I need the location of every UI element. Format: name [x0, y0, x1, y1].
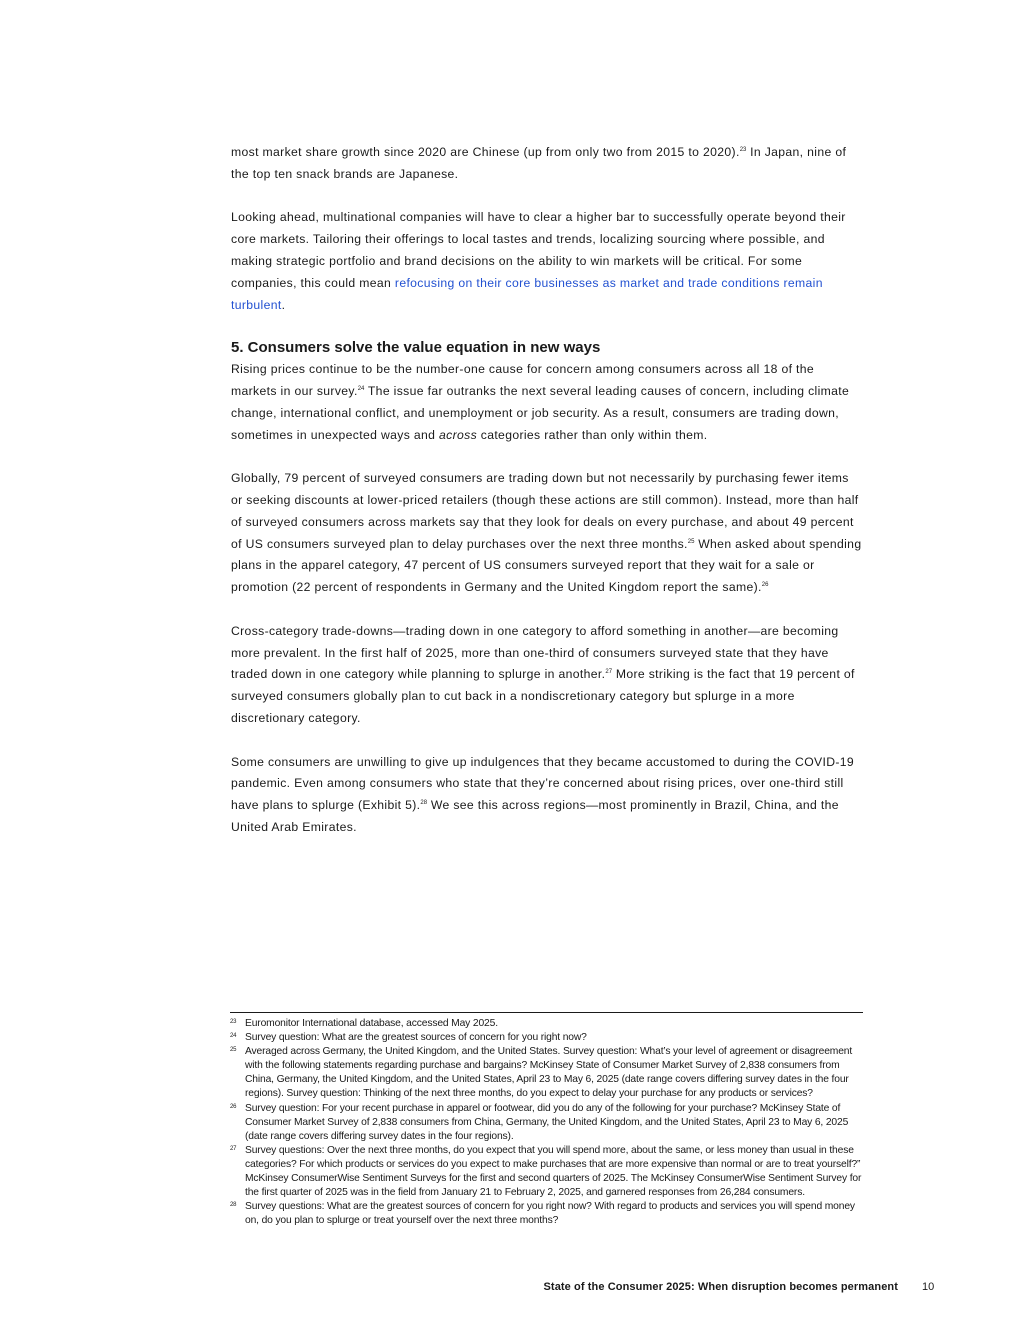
paragraph-3 [231, 359, 863, 446]
paragraph-text: . [281, 297, 286, 312]
paragraph-text: More striking is the fact that 19 percent of surveyed consumers globally plan to cut back in a nondiscretionary category but splurge in a more discretionary category. [231, 667, 855, 725]
footnote-item [230, 1144, 863, 1200]
footnote-text: Euromonitor International database, accessed May 2025. [245, 1018, 498, 1029]
footnote-ref-23[interactable]: 23 [739, 146, 747, 153]
main-text-column [231, 142, 863, 861]
footnote-text: Survey question: What are the greatest sources of concern for you right now? [245, 1032, 587, 1044]
paragraph-5 [231, 621, 863, 730]
paragraph-1 [231, 142, 863, 186]
section-heading: 5. Consumers solve the value equation in new ways [231, 339, 601, 357]
footnote-divider [230, 1012, 863, 1013]
footnote-ref-28[interactable]: 28 [420, 800, 428, 807]
page-footer [0, 1281, 1020, 1297]
footnote-number: 25 [230, 1047, 237, 1054]
paragraph-text: When asked about spending plans in the apparel category, 47 percent of US consumers surveyed report that they wait for a sale or promotion (22 percent of respondents in Germany and the United Kingdom report the same). [231, 536, 862, 595]
footnote-text: Survey question: For your recent purchase in apparel or footwear, did you do any of the following for your purchase? McKinsey State of Consumer Market Survey of 2,838 consumers from China, Germany, the United Kingdom, and the United States, April 23 to May 6, 2025 (date range covers differing survey dates in the four regions). [245, 1102, 849, 1142]
paragraph-text: In Japan, nine of the top ten snack brands are Japanese. [231, 145, 847, 181]
paragraph-text: Some consumers are unwilling to give up indulgences that they became accustomed to during the COVID-19 pandemic. Even among consumers who state that they’re concerned about rising prices, over one-third still have plans to splurge (Exhibit 5). [231, 754, 855, 813]
emphasis-text: across [439, 427, 478, 442]
footnote-ref-27[interactable]: 27 [605, 669, 613, 676]
footnote-number: 26 [230, 1103, 237, 1110]
footnote-item [230, 1200, 863, 1228]
paragraph-6 [231, 752, 863, 839]
footnote-number: 27 [230, 1145, 237, 1152]
footnote-ref-24[interactable]: 24 [357, 385, 365, 392]
refocusing-article-link[interactable]: refocusing on their core businesses as market and trade conditions remain turbulent [231, 275, 823, 312]
footnote-text: Survey questions: Over the next three months, do you expect that you will spend more, about the same, or less money than usual in these categories? For which products or services do you expect to make purchases that are more expensive than normal or are to treat yourself?” McKinsey ConsumerWise Sentiment Surveys for the first and second quarters of 2025. The McKinsey ConsumerWise Sentiment Survey for the first quarter of 2025 was in the field from January 21 to February 2, 2025, and garnered responses from 26,284 consumers. [245, 1144, 862, 1199]
paragraph-text: categories rather than only within them. [477, 427, 708, 442]
paragraph-4 [231, 468, 863, 599]
footnote-text: Averaged across Germany, the United Kingdom, and the United States. Survey question: What’s your level of agreement or disagreement with the following statements regarding purchase and bargains? McKinsey State of Consumer Market Survey of 2,838 consumers from China, Germany, the United Kingdom, and the United States, April 23 to May 6, 2025 (date range covers differing survey dates in the four regions). Survey question: Thinking of the next three months, do you expect to delay your purchase for any products or services? [245, 1046, 853, 1100]
paragraph-text: Cross-category trade-downs—trading down in one category to afford something in another—are becoming more prevalent. In the first half of 2025, more than one-third of consumers surveyed state that they have traded down in one category while planning to splurge in another. [231, 623, 839, 682]
footnote-number: 28 [230, 1202, 237, 1209]
paragraph-text: Looking ahead, multinational companies will have to clear a higher bar to successfully operate beyond their core markets. Tailoring their offerings to local tastes and trends, localizing sourcing where possible, and making strategic portfolio and brand decisions on the ability to win markets will be critical. For some companies, this could mean [231, 210, 846, 290]
paragraph-text: We see this across regions—most prominently in Brazil, China, and the United Arab Emirates. [231, 798, 839, 834]
paragraph-text: The issue far outranks the next several leading causes of concern, including climate change, international conflict, and unemployment or job security. As a result, consumers are trading down, sometimes in unexpected ways and [231, 383, 850, 442]
footnotes [230, 1017, 863, 1228]
footnote-item [230, 1031, 863, 1045]
paragraph-text: Rising prices continue to be the number-one cause for concern among consumers across all 18 of the markets in our survey. [231, 362, 815, 398]
footnote-item [230, 1017, 863, 1031]
footnote-item [230, 1102, 863, 1144]
footnote-ref-26[interactable]: 26 [761, 582, 769, 589]
footnote-text: Survey questions: What are the greatest sources of concern for you right now? With regard to products and services you will spend money on, do you plan to splurge or treat yourself over the next three months? [245, 1201, 855, 1227]
footnote-ref-25[interactable]: 25 [687, 538, 695, 545]
paragraph-text: most market share growth since 2020 are Chinese (up from only two from 2015 to 2020). [231, 145, 740, 159]
report-title: State of the Consumer 2025: When disruption becomes permanent [543, 1281, 898, 1293]
footnote-item [230, 1045, 863, 1101]
paragraph-text: Globally, 79 percent of surveyed consumers are trading down but not necessarily by purchasing fewer items or seeking discounts at lower-priced retailers (though these actions are still common). Instead, more than half of surveyed consumers across markets say that they look for deals on every purchase, and about 49 percent of US consumers surveyed plan to delay purchases over the next three months. [231, 471, 859, 551]
footnote-number: 23 [230, 1019, 237, 1025]
page-number: 10 [922, 1281, 935, 1293]
paragraph-2 [231, 207, 863, 316]
footnote-number: 24 [230, 1033, 237, 1040]
